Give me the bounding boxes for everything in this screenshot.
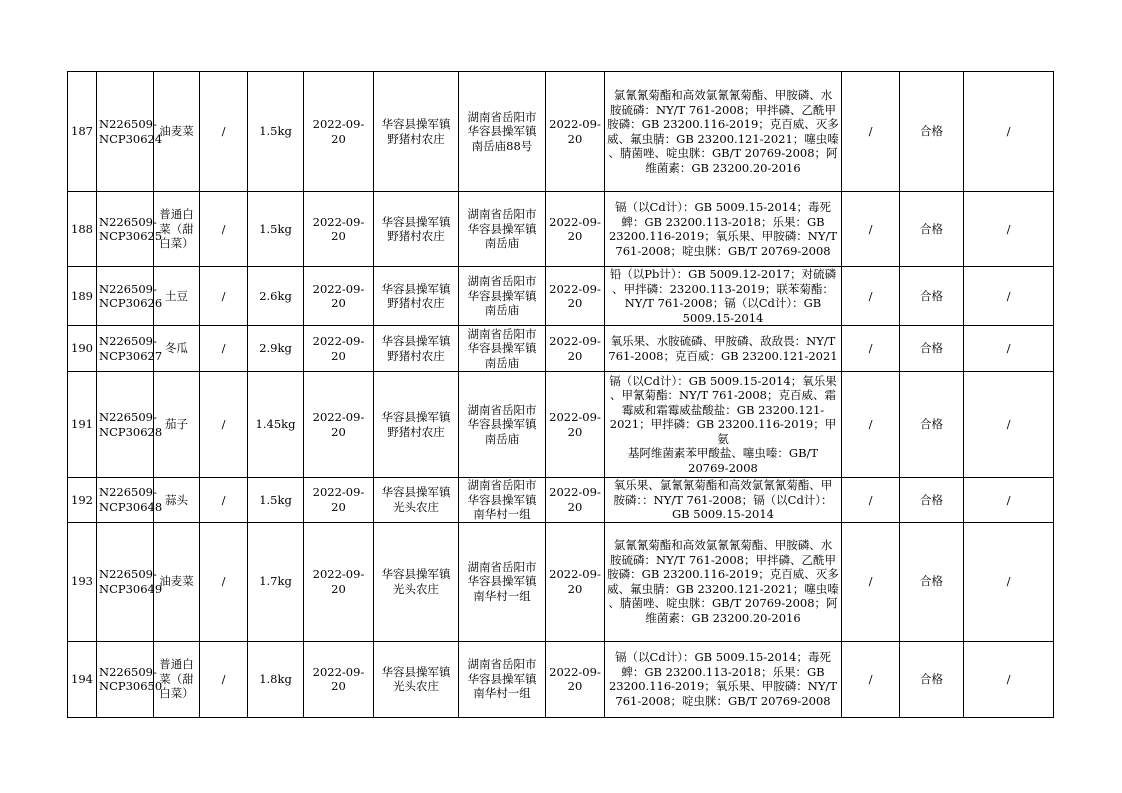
cell-test-date [546,641,605,717]
test-items-line: 761-2008；啶虫脒：GB/T 20769-2008 [615,693,831,708]
cell-result: 合格 [900,522,964,641]
cell-sample-code [97,372,163,478]
test-items-line: 、甲氰菊酯：NY/T 761-2008；克百威、霜 [610,388,836,403]
cell-test-date [546,478,605,523]
cell-test-items [605,192,842,267]
cell-result: 合格 [900,192,964,267]
cell-production-date: 2022-09-20 [304,478,374,523]
test-items-line: 蜱：GB 23200.113-2018；乐果：GB [621,214,825,229]
test-date-line: 20 [567,348,583,363]
sample-name-line: 蒜头 [165,492,188,507]
test-items-line: 氧乐果、水胺硫磷、甲胺磷、敌敌畏：NY/T [610,334,836,348]
test-items-line: 基阿维菌素苯甲酸盐、噻虫嗪：GB/T [627,446,819,461]
cell-production-date: 2022-09-20 [304,72,374,192]
cell-sampled-entity [374,478,459,523]
test-date-line: 2022-09- [549,117,601,131]
cell-test-date [546,326,605,372]
table-row [68,522,1054,641]
cell-test-items [605,478,842,523]
test-items-line: 胺硫磷：NY/T 761-2008；甲拌磷、乙酰甲 [610,102,836,117]
cell-entity-address [459,326,546,372]
cell-unqualified-items: / [842,372,900,478]
cell-brand: / [200,192,248,267]
cell-sample-code [97,478,163,523]
sample-code-line: NCP30625 [99,229,163,243]
cell-specification: 1.5kg [248,478,304,523]
test-items-line: 、腈菌唑、啶虫脒：GB/T 20769-2008；阿 [608,146,838,160]
cell-test-items [605,522,842,641]
cell-result: 合格 [900,72,964,192]
sampled-entity-line: 华容县操军镇 [381,117,451,131]
cell-test-items [605,641,842,717]
test-items-line: 霉威和霜霉威盐酸盐：GB 23200.121- [621,402,825,417]
test-items-line: 23200.116-2019；氧乐果、甲胺磷：NY/T [608,679,838,693]
sample-name-line: 冬瓜 [165,341,188,356]
table-row [68,72,1054,192]
entity-address-line: 湖南省岳阳市 [467,326,537,341]
cell-entity-address [459,641,546,717]
test-items-line: 5009.15-2014 [682,310,764,325]
test-items-line: NY/T 761-2008；镉（以Cd计）：GB [624,296,822,310]
sample-name-line: 普通白 [159,207,194,222]
test-date-line: 2022-09- [549,410,601,424]
cell-production-date: 2022-09-20 [304,641,374,717]
test-items-line: 维菌素：GB 23200.20-2016 [645,610,801,625]
cell-sample-code [97,192,163,267]
cell-result: 合格 [900,372,964,478]
entity-address-line: 南岳庙 [484,303,520,318]
sampled-entity-line: 光头农庄 [393,581,439,596]
sampled-entity-line: 野猪村农庄 [387,296,445,310]
sample-name-line: 土豆 [165,288,188,303]
cell-sample-name [154,641,200,717]
cell-sample-code [97,326,163,372]
cell-brand: / [200,522,248,641]
cell-test-items [605,267,842,326]
test-date-line: 2022-09- [549,214,601,229]
table-row [68,641,1054,717]
cell-entity-address [459,72,546,192]
test-items-line: 761-2008；克百威：GB 23200.121-2021 [608,348,838,363]
entity-address-line: 湖南省岳阳市 [467,207,537,222]
cell-remark: / [964,326,1054,372]
sampled-entity-line: 光头农庄 [393,679,439,693]
cell-brand: / [200,267,248,326]
test-items-line: 胺磷：：NY/T 761-2008；镉（以Cd计）： [613,492,833,507]
table-row [68,372,1054,478]
cell-sampled-entity [374,522,459,641]
cell-unqualified-items: / [842,478,900,523]
entity-address-line: 湖南省岳阳市 [467,657,537,672]
cell-sample-code [97,522,163,641]
cell-unqualified-items: / [842,267,900,326]
table-row [68,326,1054,372]
test-date-line: 2022-09- [549,281,601,296]
table-row [68,478,1054,523]
cell-sampled-entity [374,372,459,478]
test-items-line: 氯氰氰菊酯和高效氯氰氰菊酯、甲胺磷、水 [613,88,833,102]
test-date-line: 20 [567,296,583,310]
cell-remark: / [964,478,1054,523]
test-date-line: 20 [567,424,583,439]
cell-sampled-entity [374,267,459,326]
sample-code-line: NCP30628 [99,424,163,439]
cell-brand: / [200,72,248,192]
cell-specification: 1.45kg [248,372,304,478]
cell-remark: / [964,267,1054,326]
cell-remark: / [964,522,1054,641]
table-row [68,192,1054,267]
entity-address-line: 华容县操军镇 [467,671,537,686]
sample-name-line: 普通白 [159,657,194,672]
cell-production-date: 2022-09-20 [304,267,374,326]
test-items-line: 20769-2008 [688,460,758,475]
entity-address-line: 华容县操军镇 [467,221,537,236]
entity-address-line: 南岳庙 [484,355,520,370]
test-items-line: 铅（以Pb计）：GB 5009.12-2017；对硫磷 [609,267,837,281]
cell-specification: 1.7kg [248,522,304,641]
cell-test-items [605,372,842,478]
cell-sampled-entity [374,72,459,192]
cell-row-number: 193 [68,522,97,641]
sample-code-line: NCP30627 [99,348,163,363]
cell-remark: / [964,192,1054,267]
cell-result: 合格 [900,326,964,372]
sampled-entity-line: 华容县操军镇 [381,334,451,348]
sample-code-line: NCP30650 [99,679,163,693]
sampled-entity-line: 华容县操军镇 [381,410,451,424]
entity-address-line: 南华村一组 [473,588,531,603]
cell-test-items [605,72,842,192]
test-date-line: 2022-09- [549,334,601,348]
test-date-line: 2022-09- [549,485,601,500]
cell-row-number: 191 [68,372,97,478]
sample-code-line: N226509- [99,567,157,581]
sample-code-line: NCP30648 [99,499,163,514]
entity-address-line: 华容县操军镇 [467,341,537,356]
cell-brand: / [200,372,248,478]
cell-result: 合格 [900,267,964,326]
cell-remark: / [964,372,1054,478]
test-items-line: 氧乐果、氯氰氰菊酯和高效氯氰氰菊酯、甲 [613,478,833,492]
test-date-line: 20 [567,679,583,693]
sample-code-line: N226509- [99,214,157,229]
cell-brand: / [200,478,248,523]
entity-address-line: 南华村一组 [473,507,531,521]
sampled-entity-line: 野猪村农庄 [387,131,445,146]
test-date-line: 2022-09- [549,567,601,581]
cell-test-date [546,72,605,192]
test-items-line: 胺磷：GB 23200.116-2019；克百威、灭多 [607,117,839,131]
cell-production-date: 2022-09-20 [304,372,374,478]
test-items-line: 2021；甲拌磷：GB 23200.116-2019；甲氨 [609,417,837,446]
cell-sample-name [154,192,200,267]
cell-result: 合格 [900,641,964,717]
cell-row-number: 192 [68,478,97,523]
cell-row-number: 194 [68,641,97,717]
sample-code-line: N226509- [99,664,157,679]
entity-address-line: 湖南省岳阳市 [467,402,537,417]
cell-specification: 1.8kg [248,641,304,717]
cell-production-date: 2022-09-20 [304,522,374,641]
cell-sampled-entity [374,326,459,372]
cell-test-date [546,522,605,641]
sample-code-line: NCP30626 [99,296,163,310]
cell-remark: / [964,641,1054,717]
entity-address-line: 华容县操军镇 [467,574,537,589]
sampled-entity-line: 华容县操军镇 [381,281,451,296]
cell-sample-code [97,641,163,717]
test-items-line: 23200.116-2019；氧乐果、甲胺磷：NY/T [608,229,838,243]
cell-sample-code [97,72,163,192]
cell-specification: 2.9kg [248,326,304,372]
entity-address-line: 南华村一组 [473,686,531,701]
sample-code-line: N226509- [99,281,157,296]
cell-unqualified-items: / [842,641,900,717]
entity-address-line: 湖南省岳阳市 [467,109,537,124]
sample-name-line: 白菜） [159,686,194,701]
entity-address-line: 华容县操军镇 [467,492,537,507]
table-row [68,267,1054,326]
entity-address-line: 华容县操军镇 [467,288,537,303]
cell-sampled-entity [374,641,459,717]
sampled-entity-line: 华容县操军镇 [381,214,451,229]
test-items-line: 、腈菌唑、啶虫脒：GB/T 20769-2008；阿 [608,596,838,610]
test-items-line: 、甲拌磷：23200.113-2019；联苯菊酯： [612,281,834,296]
sampled-entity-line: 野猪村农庄 [387,348,445,363]
entity-address-line: 华容县操军镇 [467,124,537,139]
cell-row-number: 188 [68,192,97,267]
test-items-line: 胺硫磷：NY/T 761-2008；甲拌磷、乙酰甲 [610,552,836,567]
test-items-line: 镉（以Cd计）：GB 5009.15-2014；氧乐果 [609,373,837,388]
cell-test-items [605,326,842,372]
sample-code-line: NCP30624 [99,131,163,146]
sample-name-line: 油麦菜 [159,574,194,589]
sampled-entity-line: 野猪村农庄 [387,424,445,439]
cell-entity-address [459,522,546,641]
test-date-line: 20 [567,499,583,514]
entity-address-line: 南岳庙 [484,431,520,446]
sample-code-line: N226509- [99,410,157,424]
test-items-line: 761-2008；啶虫脒：GB/T 20769-2008 [615,243,831,258]
cell-test-date [546,192,605,267]
test-items-line: 威、氟虫腈：GB 23200.121-2021；噻虫嗪 [607,131,839,146]
entity-address-line: 湖南省岳阳市 [467,274,537,289]
sample-code-line: N226509- [99,485,157,500]
cell-specification: 2.6kg [248,267,304,326]
sampled-entity-line: 华容县操军镇 [381,567,451,581]
sample-code-line: N226509- [99,117,157,131]
cell-sampled-entity [374,192,459,267]
test-items-line: 威、氟虫腈：GB 23200.121-2021；噻虫嗪 [607,581,839,596]
test-date-line: 20 [567,131,583,146]
test-items-line: 镉（以Cd计）：GB 5009.15-2014；毒死 [615,200,831,214]
cell-test-date [546,267,605,326]
cell-row-number: 187 [68,72,97,192]
test-date-line: 20 [567,581,583,596]
cell-entity-address [459,478,546,523]
cell-entity-address [459,372,546,478]
test-items-line: GB 5009.15-2014 [671,507,774,521]
sampled-entity-line: 华容县操军镇 [381,485,451,500]
cell-unqualified-items: / [842,326,900,372]
cell-production-date: 2022-09-20 [304,326,374,372]
sample-name-line: 油麦菜 [159,124,194,139]
cell-specification: 1.5kg [248,72,304,192]
test-date-line: 20 [567,229,583,243]
test-items-line: 氯氰氰菊酯和高效氯氰氰菊酯、甲胺磷、水 [613,538,833,552]
cell-entity-address [459,192,546,267]
cell-result: 合格 [900,478,964,523]
sampled-entity-line: 光头农庄 [393,499,439,514]
sample-code-line: NCP30649 [99,581,163,596]
inspection-results-table [67,71,1054,718]
cell-sample-name [154,72,200,192]
cell-production-date: 2022-09-20 [304,192,374,267]
entity-address-line: 华容县操军镇 [467,417,537,432]
entity-address-line: 南岳庙88号 [471,138,533,153]
sampled-entity-line: 华容县操军镇 [381,664,451,679]
cell-row-number: 189 [68,267,97,326]
cell-test-date [546,372,605,478]
entity-address-line: 湖南省岳阳市 [467,559,537,574]
sample-name-line: 茄子 [165,417,188,432]
test-date-line: 2022-09- [549,664,601,679]
sample-name-line: 菜（甜 [159,671,194,686]
sample-name-line: 菜（甜 [159,221,194,236]
cell-unqualified-items: / [842,522,900,641]
cell-brand: / [200,641,248,717]
sample-name-line: 白菜） [159,236,194,251]
sampled-entity-line: 野猪村农庄 [387,229,445,243]
cell-row-number: 190 [68,326,97,372]
cell-brand: / [200,326,248,372]
test-items-line: 蜱：GB 23200.113-2018；乐果：GB [621,664,825,679]
test-items-line: 胺磷：GB 23200.116-2019；克百威、灭多 [607,567,839,581]
sample-code-line: N226509- [99,334,157,348]
cell-unqualified-items: / [842,192,900,267]
cell-remark: / [964,72,1054,192]
cell-entity-address [459,267,546,326]
entity-address-line: 湖南省岳阳市 [467,478,537,492]
test-items-line: 镉（以Cd计）：GB 5009.15-2014；毒死 [615,650,831,664]
cell-specification: 1.5kg [248,192,304,267]
entity-address-line: 南岳庙 [484,236,520,251]
cell-sample-name [154,522,200,641]
cell-sample-code [97,267,163,326]
test-items-line: 维菌素：GB 23200.20-2016 [645,160,801,175]
cell-unqualified-items: / [842,72,900,192]
